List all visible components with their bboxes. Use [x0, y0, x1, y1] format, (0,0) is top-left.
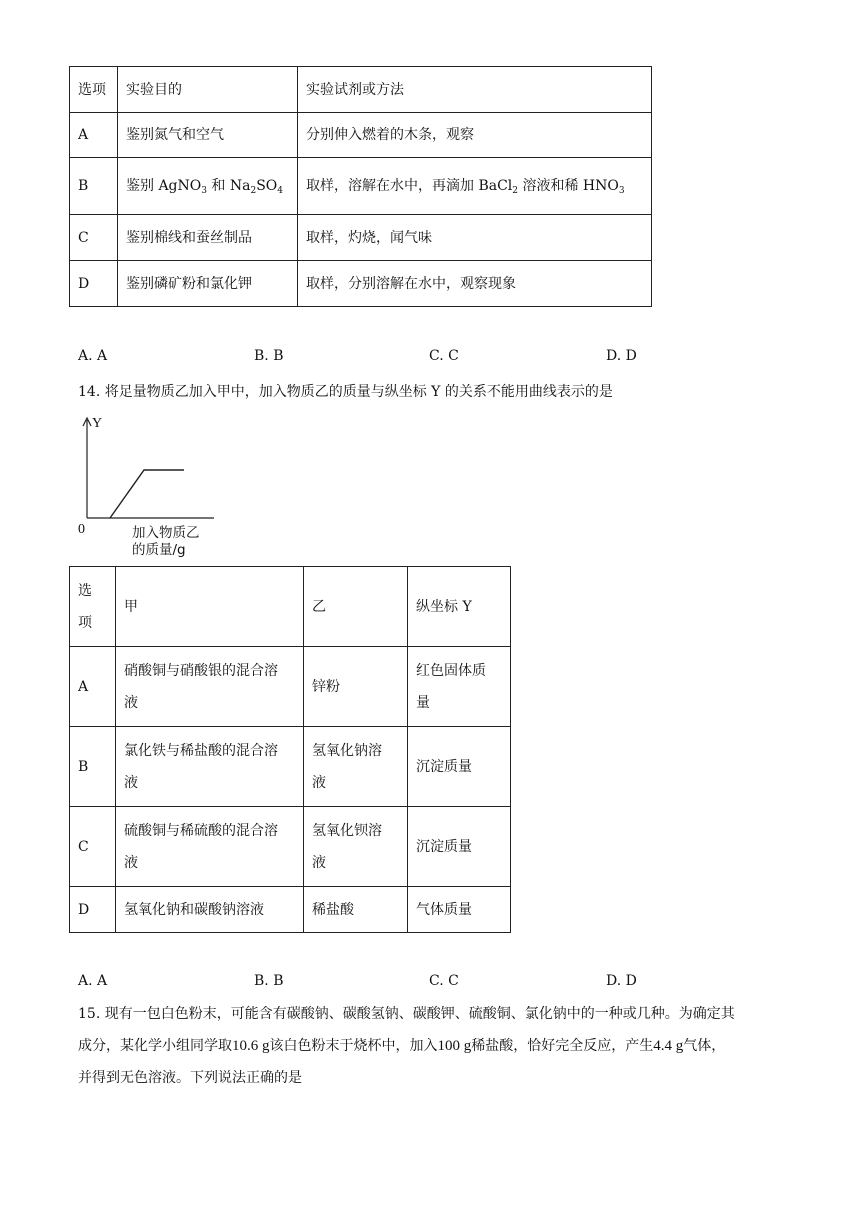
table-row [70, 807, 511, 887]
row-jia: 氯化铁与稀盐酸的混合溶 液 [116, 727, 304, 807]
table-row [70, 113, 652, 158]
table-row [70, 647, 511, 727]
header-y: 纵坐标 Y [408, 567, 511, 647]
table-header-row [70, 567, 511, 647]
header-yi: 乙 [304, 567, 408, 647]
question-15-line3: 并得到无色溶液。下列说法正确的是 [78, 1070, 302, 1086]
answer-option-b[interactable]: B. B [254, 973, 284, 989]
row-method: 分别伸入燃着的木条，观察 [298, 113, 652, 158]
answer-option-d[interactable]: D. D [606, 973, 637, 989]
row-purpose: 鉴别 AgNO$_3$ 和 $Na_2SO_4$ [118, 158, 298, 215]
row-y: 红色固体质 量 [408, 647, 511, 727]
row-y: 气体质量 [408, 887, 511, 933]
row-yi: 锌粉 [304, 647, 408, 727]
row-option: D [70, 887, 116, 933]
row-method: 取样，分别溶解在水中，观察现象 [298, 261, 652, 307]
answer-option-a[interactable]: A. A [78, 973, 108, 989]
row-purpose: 鉴别氮气和空气 [118, 113, 298, 158]
answer-option-a[interactable]: A. A [78, 348, 108, 364]
row-option: D [70, 261, 118, 307]
answer-option-c[interactable]: C. C [429, 348, 459, 364]
x-axis-label-line1: 加入物质乙 [132, 525, 200, 541]
row-method: 取样，灼烧，闻气味 [298, 215, 652, 261]
table-row [70, 215, 652, 261]
question-15-text [78, 998, 788, 1094]
row-yi: 氢氧化钠溶 液 [304, 727, 408, 807]
header-option: 选项 [70, 67, 118, 113]
answer-option-b[interactable]: B. B [254, 348, 284, 364]
header-purpose: 实验目的 [118, 67, 298, 113]
table-row [70, 158, 652, 215]
row-option: C [70, 215, 118, 261]
answer-option-c[interactable]: C. C [429, 973, 459, 989]
experiment-table [69, 66, 652, 307]
curve-graph [72, 412, 222, 562]
question-15-line1: 15. 现有一包白色粉末，可能含有碳酸钠、碳酸氢钠、碳酸钾、硫酸铜、氯化钠中的一种或几种。为确定其 [78, 1006, 735, 1022]
row-option: B [70, 727, 116, 807]
row-option: A [70, 113, 118, 158]
y-axis-label: Y [92, 416, 103, 431]
row-option: A [70, 647, 116, 727]
row-jia: 硫酸铜与稀硫酸的混合溶 液 [116, 807, 304, 887]
question-15-line2: 成分，某化学小组同学取10.6 g该白色粉末于烧杯中，加入100 g稀盐酸，恰好完全反应，产生4.4 g气体， [78, 1038, 726, 1054]
row-y: 沉淀质量 [408, 727, 511, 807]
row-option: B [70, 158, 118, 215]
row-yi: 氢氧化钡溶 液 [304, 807, 408, 887]
table-row [70, 727, 511, 807]
origin-label: 0 [78, 522, 85, 537]
row-method: 取样，溶解在水中，再滴加 BaCl$_2$ 溶液和稀 $HNO_3$ [298, 158, 652, 215]
row-jia: 硝酸铜与硝酸银的混合溶 液 [116, 647, 304, 727]
row-jia: 氢氧化钠和碳酸钠溶液 [116, 887, 304, 933]
table-header-row [70, 67, 652, 113]
header-option: 选 项 [70, 567, 116, 647]
row-purpose: 鉴别棉线和蚕丝制品 [118, 215, 298, 261]
row-option: C [70, 807, 116, 887]
row-purpose: 鉴别磷矿粉和氯化钾 [118, 261, 298, 307]
row-yi: 稀盐酸 [304, 887, 408, 933]
x-axis-label-line2: 的质量/g [132, 542, 186, 558]
options-table [69, 566, 511, 933]
curve-line [110, 470, 184, 518]
header-method: 实验试剂或方法 [298, 67, 652, 113]
answer-option-d[interactable]: D. D [606, 348, 637, 364]
row-y: 沉淀质量 [408, 807, 511, 887]
table-row [70, 887, 511, 933]
table-row [70, 261, 652, 307]
header-jia: 甲 [116, 567, 304, 647]
question-14-text: 14. 将足量物质乙加入甲中，加入物质乙的质量与纵坐标 Y 的关系不能用曲线表示的是 [78, 384, 613, 400]
